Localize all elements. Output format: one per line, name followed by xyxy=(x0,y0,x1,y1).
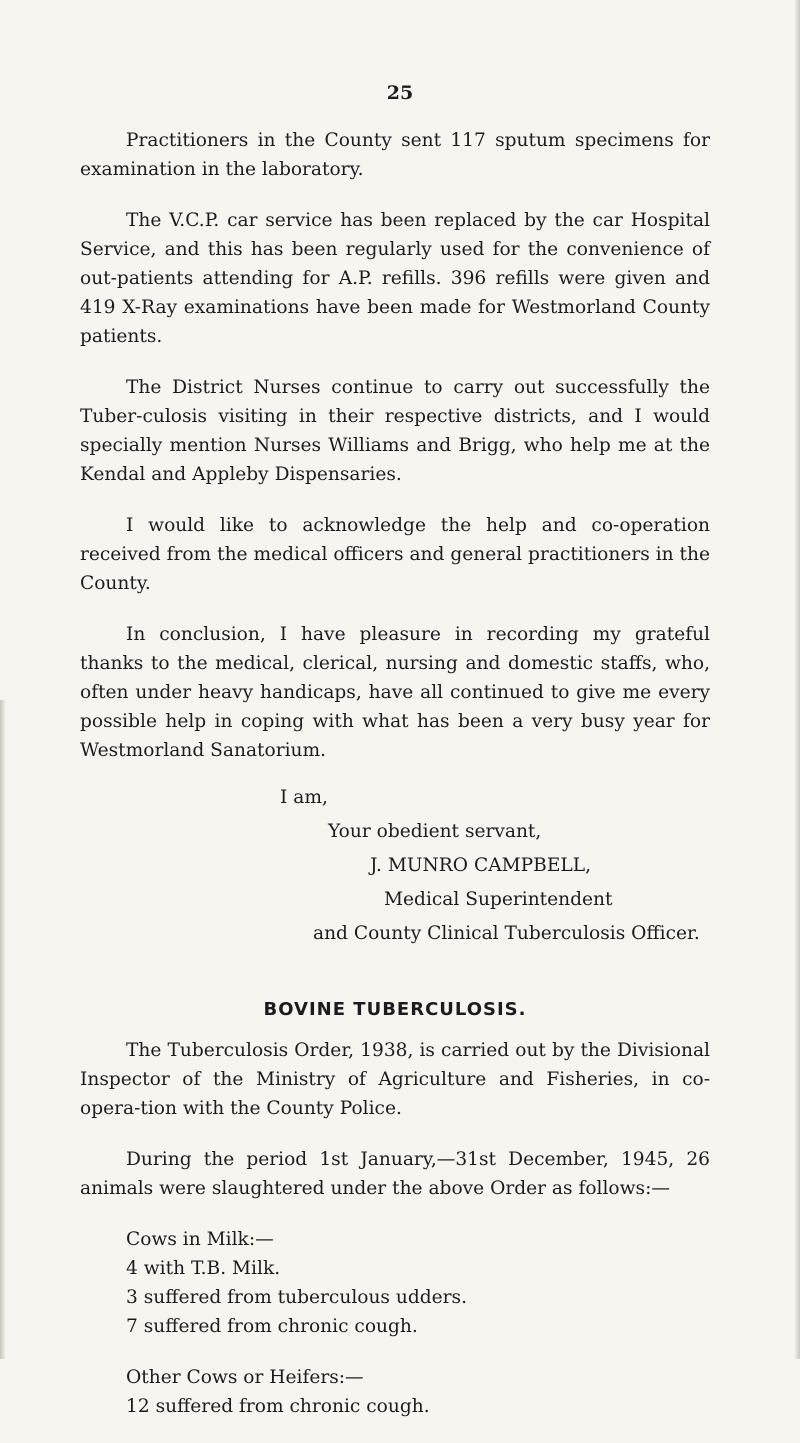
page-edge-shadow xyxy=(794,0,800,1359)
cows-in-milk-list xyxy=(126,1225,710,1341)
page-content xyxy=(80,126,710,1443)
signature-title-2: and County Clinical Tuberculosis Officer. xyxy=(313,923,700,944)
paragraph-car-service: The V.C.P. car service has been replaced by the car Hospital Service, and this has been regularly used for the convenience of out-patients attending for A.P. refills. 396 refills were given and 419 X-Ray examinations have been made for Westmorland County patients. xyxy=(80,210,710,347)
other-cows-list xyxy=(126,1363,710,1421)
signature-line-i-am: I am, xyxy=(280,787,328,808)
list-item: 7 suffered from chronic cough. xyxy=(126,1316,418,1337)
signature-block xyxy=(80,781,710,951)
section-heading: BOVINE TUBERCULOSIS. xyxy=(263,999,527,1020)
paragraph-conclusion: In conclusion, I have pleasure in recording my grateful thanks to the medical, clerical, nursing and domestic staffs, who, often under heavy handicaps, have all continued to give me every possible help in coping with what has been a very busy year for Westmorland Sanatorium. xyxy=(80,624,710,761)
page-number: 25 xyxy=(386,82,414,104)
list-item: 3 suffered from tuberculous udders. xyxy=(126,1287,468,1308)
paragraph-acknowledgement: I would like to acknowledge the help and co-operation received from the medical officers and general practitioners in the County. xyxy=(80,515,710,594)
list-item: 4 with T.B. Milk. xyxy=(126,1258,281,1279)
list-item: 12 suffered from chronic cough. xyxy=(126,1396,430,1417)
list-label: Cows in Milk:— xyxy=(126,1229,274,1250)
list-label: Other Cows or Heifers:— xyxy=(126,1367,364,1388)
signature-name: J. MUNRO CAMPBELL, xyxy=(370,855,592,876)
signature-title: Medical Superintendent xyxy=(384,889,613,910)
signature-line-servant: Your obedient servant, xyxy=(328,821,542,842)
paragraph-tuberculosis-order: The Tuberculosis Order, 1938, is carried out by the Divisional Inspector of the Ministry of Agriculture and Fisheries, in co-opera-tion with the County Police. xyxy=(80,1040,710,1119)
paragraph-district-nurses: The District Nurses continue to carry out successfully the Tuber-culosis visiting in their respective districts, and I would specially mention Nurses Williams and Brigg, who help me at the Kendal and Appleby Dispensaries. xyxy=(80,377,710,485)
page-binding-shadow xyxy=(0,700,6,1359)
paragraph-period: During the period 1st January,—31st December, 1945, 26 animals were slaughtered under the above Order as follows:— xyxy=(80,1149,710,1199)
paragraph-specimens: Practitioners in the County sent 117 sputum specimens for examination in the laboratory. xyxy=(80,130,710,180)
